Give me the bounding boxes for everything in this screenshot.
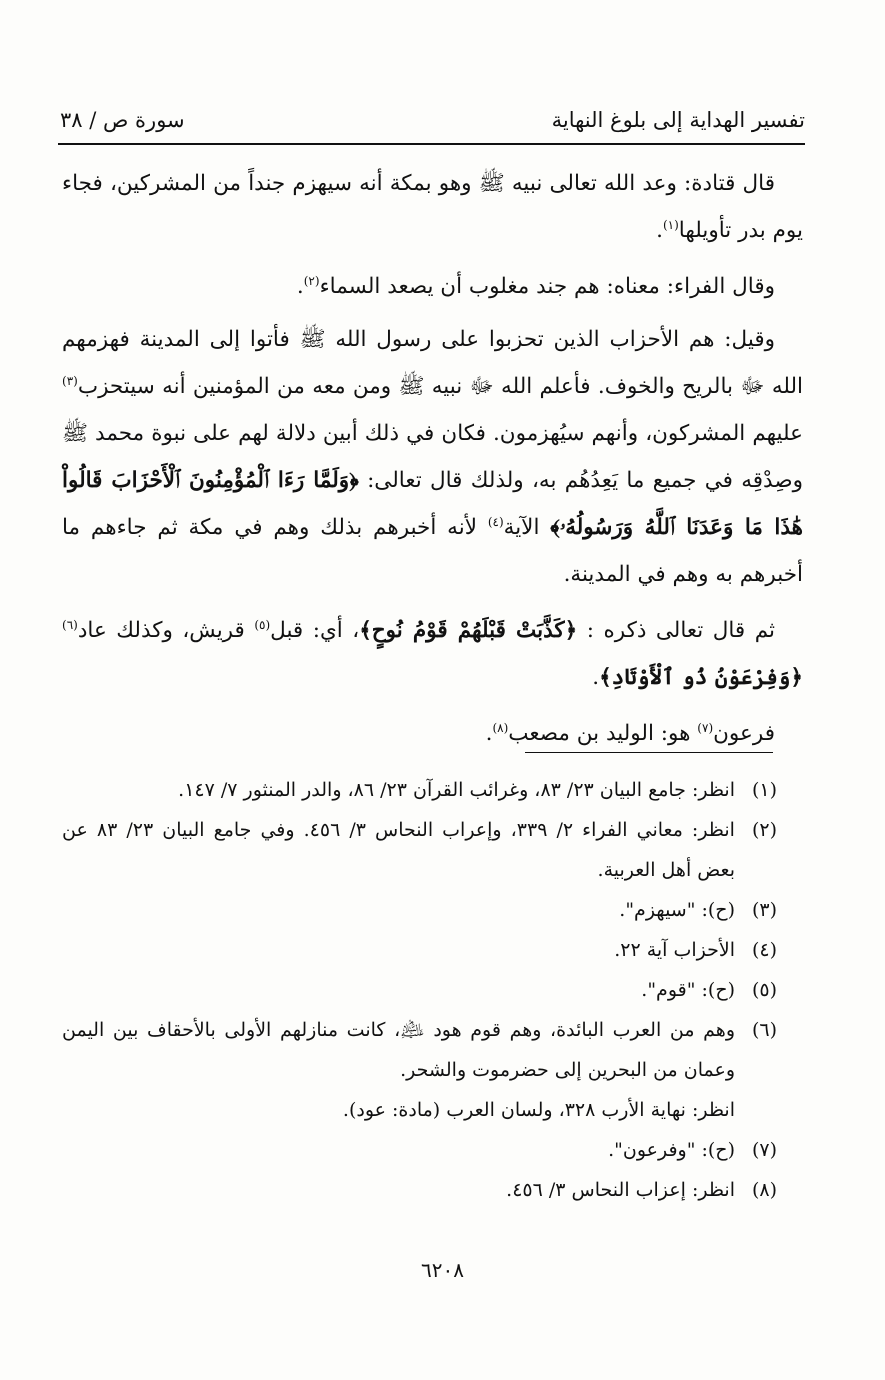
footnote-ref: (١) — [662, 217, 679, 232]
paragraph-qatada: قال قتادة: وعد الله تعالى نبيه ﷺ وهو بمكة أنه سيهزم جنداً من المشركين، فجاء يوم بدر تأويلها$^{(١)}$. — [62, 171, 803, 243]
paragraph-ahzab: وقيل: هم الأحزاب الذين تحزبوا على رسول الله ﷺ فأتوا إلى المدينة فهزمهم الله ﷻ بالريح والخوف. فأعلم الله ﷻ نبيه ﷺ ومن معه من المؤمنين أنه سيتحزب$^{(٣)}$ عليهم المشركون، وأنهم سيُهزمون. فكان في ذلك أبين دلالة لهم على نبوة محمد ﷺ وصِدْقِه في جميع ما يَعِدُهُم به، ولذلك قال تعالى: ﴿وَلَمَّا رَءَا ٱلْمُؤْمِنُونَ ٱلْأَحْزَابَ قَالُواْ هَٰذَا مَا وَعَدَنَا ٱللَّهُ وَرَسُولُهُۥ﴾ الآية$^{(٤)}$ لأنه أخبرهم بذلك وهم في مكة ثم جاءهم ما أخبرهم به وهم في المدينة. — [62, 327, 804, 587]
footnote-ref: (٥) — [254, 617, 271, 632]
footnote-ref: (٨) — [492, 720, 509, 735]
surah-reference: سورة ص / ٣٨ — [60, 108, 185, 132]
footnote-4: (٤) الأحزاب آية ٢٢. — [614, 939, 777, 961]
footnote-ref: (٦) — [62, 617, 78, 632]
footnote-7: (٧) (ح): "وفرعون". — [608, 1139, 777, 1161]
quran-verse: ﴿وَلَمَّا رَءَا ٱلْمُؤْمِنُونَ ٱلْأَحْزَابَ قَالُواْ هَٰذَا مَا وَعَدَنَا ٱللَّهُ وَرَسُولُهُۥ﴾ — [62, 468, 804, 540]
footnote-separator — [525, 752, 773, 753]
footnote-ref: (٧) — [697, 720, 714, 735]
footnote-3: (٣) (ح): "سيهزم". — [619, 899, 777, 921]
book-title: تفسير الهداية إلى بلوغ النهاية — [551, 108, 805, 132]
footnotes — [62, 770, 777, 1210]
footnote-1: (١) انظر: جامع البيان ٢٣/ ٨٣، وغرائب القرآن ٢٣/ ٨٦، والدر المنثور ٧/ ١٤٧. — [178, 779, 777, 801]
header-rule — [58, 143, 805, 145]
paragraph-firaun: فرعون$^{(٧)}$ هو: الوليد بن مصعب$^{(٨)}$. — [485, 720, 775, 746]
footnote-8: (٨) انظر: إعزاب النحاس ٣/ ٤٥٦. — [506, 1179, 777, 1201]
footnote-6-extra: انظر: نهاية الأرب ٣٢٨، ولسان العرب (مادة: عود). — [342, 1099, 735, 1121]
paragraph-nuh: ثم قال تعالى ذكره : ﴿كَذَّبَتْ قَبْلَهُمْ قَوْمُ نُوحٍ﴾، أي: قبل$^{(٥)}$ قريش، وكذلك عاد$^{(٦)}$﴿وَفِرْعَوْنُ ذُو ٱلْأَوْتَادِ﴾. — [62, 617, 803, 690]
paragraph-farra: وقال الفراء: معناه: هم جند مغلوب أن يصعد السماء$^{(٢)}$. — [296, 273, 775, 299]
quran-verse: ﴿كَذَّبَتْ قَبْلَهُمْ قَوْمُ نُوحٍ﴾ — [359, 618, 578, 643]
footnote-ref: (٤) — [487, 514, 504, 529]
quran-verse: ﴿وَفِرْعَوْنُ ذُو ٱلْأَوْتَادِ﴾ — [599, 665, 803, 690]
footnote-2: (٢) انظر: معاني الفراء ٢/ ٣٣٩، وإعراب النحاس ٣/ ٤٥٦. وفي جامع البيان ٢٣/ ٨٣ عن بعض أهل العربية. — [62, 819, 777, 881]
page-header — [60, 100, 805, 140]
footnote-6: (٦) وهم من العرب البائدة، وهم قوم هود ﵇، كانت منازلهم الأولى بالأحقاف بين اليمن وعمان من البحرين إلى حضرموت والشحر. — [62, 1019, 777, 1081]
footnote-ref: (٣) — [62, 373, 78, 388]
footnote-ref: (٢) — [303, 273, 320, 288]
main-text — [62, 160, 803, 766]
footnote-5: (٥) (ح): "قوم". — [641, 979, 777, 1001]
page-number: ٦٢٠٨ — [421, 1258, 464, 1282]
